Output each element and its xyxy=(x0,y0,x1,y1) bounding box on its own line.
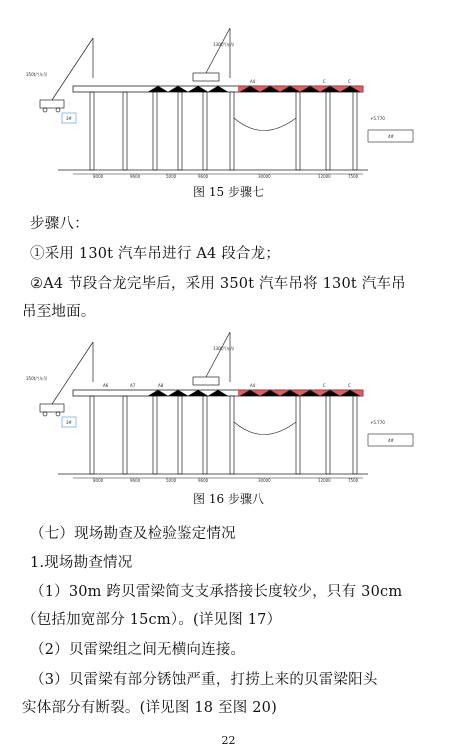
dim-3: 5000 xyxy=(166,478,177,482)
label-mark-a8: A8 xyxy=(158,383,164,388)
dim-4: 9600 xyxy=(198,174,209,178)
section7-p3a: （3）贝雷梁有部分锈蚀严重，打捞上来的贝雷梁阳头 xyxy=(30,672,378,688)
dim-2: 9600 xyxy=(130,174,141,178)
step8-line1: ①采用 130t 汽车吊进行 A4 段合龙； xyxy=(30,246,281,262)
label-mark-c1: C xyxy=(323,383,326,388)
caption-figure-16: 图 16 步骤八 xyxy=(193,492,264,506)
label-pier-left: 3# xyxy=(66,420,72,425)
dim-3: 5000 xyxy=(166,174,177,178)
dim-4: 9600 xyxy=(198,478,209,482)
label-water: 4# xyxy=(388,134,394,139)
figure-15 xyxy=(18,18,438,178)
section7-p2: （2）贝雷梁组之间无横向连接。 xyxy=(30,642,246,658)
label-mark-a7: A7 xyxy=(130,383,136,388)
label-mark-c1: C xyxy=(323,79,326,84)
label-elevation: +5.770 xyxy=(370,116,385,121)
label-mark-c2: C xyxy=(348,79,351,84)
section7-p3b: 实体部分有断裂。(详见图 18 至图 20) xyxy=(22,700,277,716)
section7-sub1: 1.现场勘查情况 xyxy=(30,555,133,571)
label-water: 4# xyxy=(388,438,394,443)
section7-p1b: （包括加宽部分 15cm）。(详见图 17） xyxy=(22,612,282,628)
dim-5: 30000 xyxy=(258,174,271,178)
step8-line2b: 吊至地面。 xyxy=(22,304,96,320)
dim-7: 7500 xyxy=(348,478,359,482)
figure-16 xyxy=(18,322,438,482)
dim-5: 30000 xyxy=(258,478,271,482)
label-pier-left: 3# xyxy=(66,116,72,121)
dim-1: 8000 xyxy=(93,478,104,482)
label-crane-right: 130t汽车吊 xyxy=(213,346,235,351)
step8-title: 步骤八： xyxy=(30,216,89,232)
dim-6: 12000 xyxy=(318,174,331,178)
page-number: 22 xyxy=(221,734,236,747)
label-crane-left: 350t汽车吊 xyxy=(26,72,48,77)
label-crane-left: 350t汽车吊 xyxy=(26,376,48,381)
section7-p1a: （1）30m 跨贝雷梁简支支承搭接长度较少，只有 30cm xyxy=(30,584,403,600)
caption-figure-15: 图 15 步骤七 xyxy=(193,185,264,199)
bridge-diagram-step8 xyxy=(18,322,438,482)
dim-2: 9600 xyxy=(130,478,141,482)
label-mark-c2: C xyxy=(348,383,351,388)
dim-1: 8000 xyxy=(93,174,104,178)
step8-line2a: ②A4 节段合龙完毕后，采用 350t 汽车吊将 130t 汽车吊 xyxy=(30,276,406,292)
dim-7: 7500 xyxy=(348,174,359,178)
label-mark-mid: A4 xyxy=(250,79,256,84)
dim-6: 12000 xyxy=(318,478,331,482)
section7-heading: （七）现场勘查及检验鉴定情况 xyxy=(30,526,236,542)
bridge-diagram-step7 xyxy=(18,18,438,178)
label-mark-a6: A6 xyxy=(103,383,109,388)
label-crane-right: 130t汽车吊 xyxy=(213,42,235,47)
label-elevation: +5.770 xyxy=(370,420,385,425)
label-mark-a4: A4 xyxy=(250,383,256,388)
